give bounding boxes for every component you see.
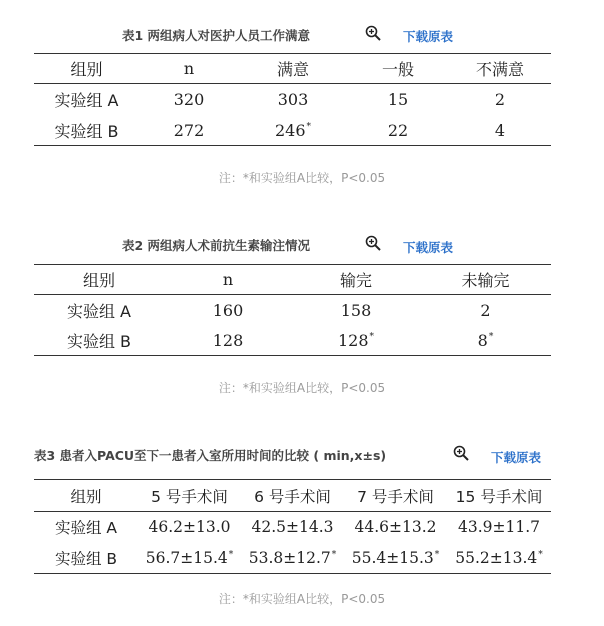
cell-room-15: 55.2±13.4* bbox=[447, 543, 551, 574]
cell-group: 实验组 B bbox=[34, 326, 164, 356]
table-row bbox=[34, 543, 551, 574]
header-n: n bbox=[164, 265, 292, 295]
cell-average: 22 bbox=[347, 116, 449, 146]
cell-group: 实验组 A bbox=[66, 301, 132, 321]
header-satisfied: 满意 bbox=[239, 54, 347, 84]
significance-mark: * bbox=[488, 332, 494, 343]
cell-group: 实验组 A bbox=[54, 91, 119, 111]
cell-room-7: 55.4±15.3* bbox=[344, 543, 447, 574]
cell-group: 实验组 B bbox=[34, 543, 138, 574]
zoom-in-icon[interactable] bbox=[365, 25, 381, 41]
table-2-caption: 表2 两组病人术前抗生素输注情况 bbox=[122, 238, 311, 253]
header-group: 组别 bbox=[34, 54, 139, 84]
zoom-in-icon[interactable] bbox=[453, 445, 469, 461]
table-1-block bbox=[0, 0, 604, 200]
cell-unsatisfied: 2 bbox=[494, 90, 506, 110]
cell-satisfied: 246* bbox=[239, 116, 347, 146]
header-completed: 输完 bbox=[292, 265, 420, 295]
cell-room-5: 46.2±13.0 bbox=[148, 518, 231, 537]
header-room-15: 15 号手术间 bbox=[447, 480, 551, 512]
header-room-6: 6 号手术间 bbox=[241, 480, 344, 512]
significance-mark: * bbox=[306, 122, 312, 133]
zoom-in-icon[interactable] bbox=[365, 235, 381, 251]
table-row bbox=[34, 326, 551, 356]
cell-n: 320 bbox=[173, 90, 205, 110]
download-original-table-link[interactable]: 下载原表 bbox=[491, 450, 542, 465]
header-not-completed: 未输完 bbox=[420, 265, 551, 295]
table-3-caption: 表3 患者入PACU至下一患者入室所用时间的比较 ( min,x±s) bbox=[34, 448, 387, 463]
cell-n: 272 bbox=[139, 116, 239, 146]
cell-group: 实验组 B bbox=[34, 116, 139, 146]
header-group: 组别 bbox=[34, 480, 138, 512]
header-n: n bbox=[139, 54, 239, 84]
significance-mark: * bbox=[538, 549, 543, 560]
significance-mark: * bbox=[228, 549, 234, 560]
table-row bbox=[34, 84, 551, 116]
cell-group: 实验组 A bbox=[54, 519, 118, 538]
significance-mark: * bbox=[331, 549, 337, 560]
header-room-5: 5 号手术间 bbox=[138, 480, 241, 512]
cell-room-5: 56.7±15.4* bbox=[138, 543, 241, 574]
table-1-caption: 表1 两组病人对医护人员工作满意 bbox=[122, 28, 311, 43]
table-3-block bbox=[0, 420, 604, 626]
cell-room-7: 44.6±13.2 bbox=[354, 518, 437, 537]
table-2 bbox=[34, 264, 551, 356]
header-unsatisfied: 不满意 bbox=[449, 54, 551, 84]
header-average: 一般 bbox=[347, 54, 449, 84]
table-3 bbox=[34, 479, 551, 574]
table-row bbox=[34, 116, 551, 146]
significance-mark: * bbox=[369, 332, 375, 343]
table-2-note: 注：*和实验组A比较，P<0.05 bbox=[218, 381, 386, 395]
header-room-7: 7 号手术间 bbox=[344, 480, 447, 512]
table-1 bbox=[34, 53, 551, 146]
cell-room-15: 43.9±11.7 bbox=[457, 518, 540, 537]
download-original-table-link[interactable]: 下载原表 bbox=[403, 240, 454, 255]
cell-n: 128 bbox=[164, 326, 292, 356]
cell-unsatisfied: 4 bbox=[449, 116, 551, 146]
cell-completed: 128* bbox=[292, 326, 420, 356]
header-group: 组别 bbox=[34, 265, 164, 295]
cell-average: 15 bbox=[387, 90, 409, 110]
table-row bbox=[34, 295, 551, 326]
cell-satisfied: 303 bbox=[277, 90, 309, 110]
table-1-note: 注：*和实验组A比较，P<0.05 bbox=[218, 171, 386, 185]
cell-n: 160 bbox=[212, 300, 244, 320]
cell-not-completed: 8* bbox=[420, 326, 551, 356]
cell-not-completed: 2 bbox=[480, 300, 491, 320]
table-row bbox=[34, 512, 551, 543]
table-2-block bbox=[0, 210, 604, 410]
download-original-table-link[interactable]: 下载原表 bbox=[403, 29, 454, 44]
table-3-note: 注：*和实验组A比较，P<0.05 bbox=[218, 592, 386, 606]
cell-room-6: 42.5±14.3 bbox=[251, 518, 334, 537]
significance-mark: * bbox=[434, 549, 440, 560]
cell-room-6: 53.8±12.7* bbox=[241, 543, 344, 574]
cell-completed: 158 bbox=[340, 300, 372, 320]
